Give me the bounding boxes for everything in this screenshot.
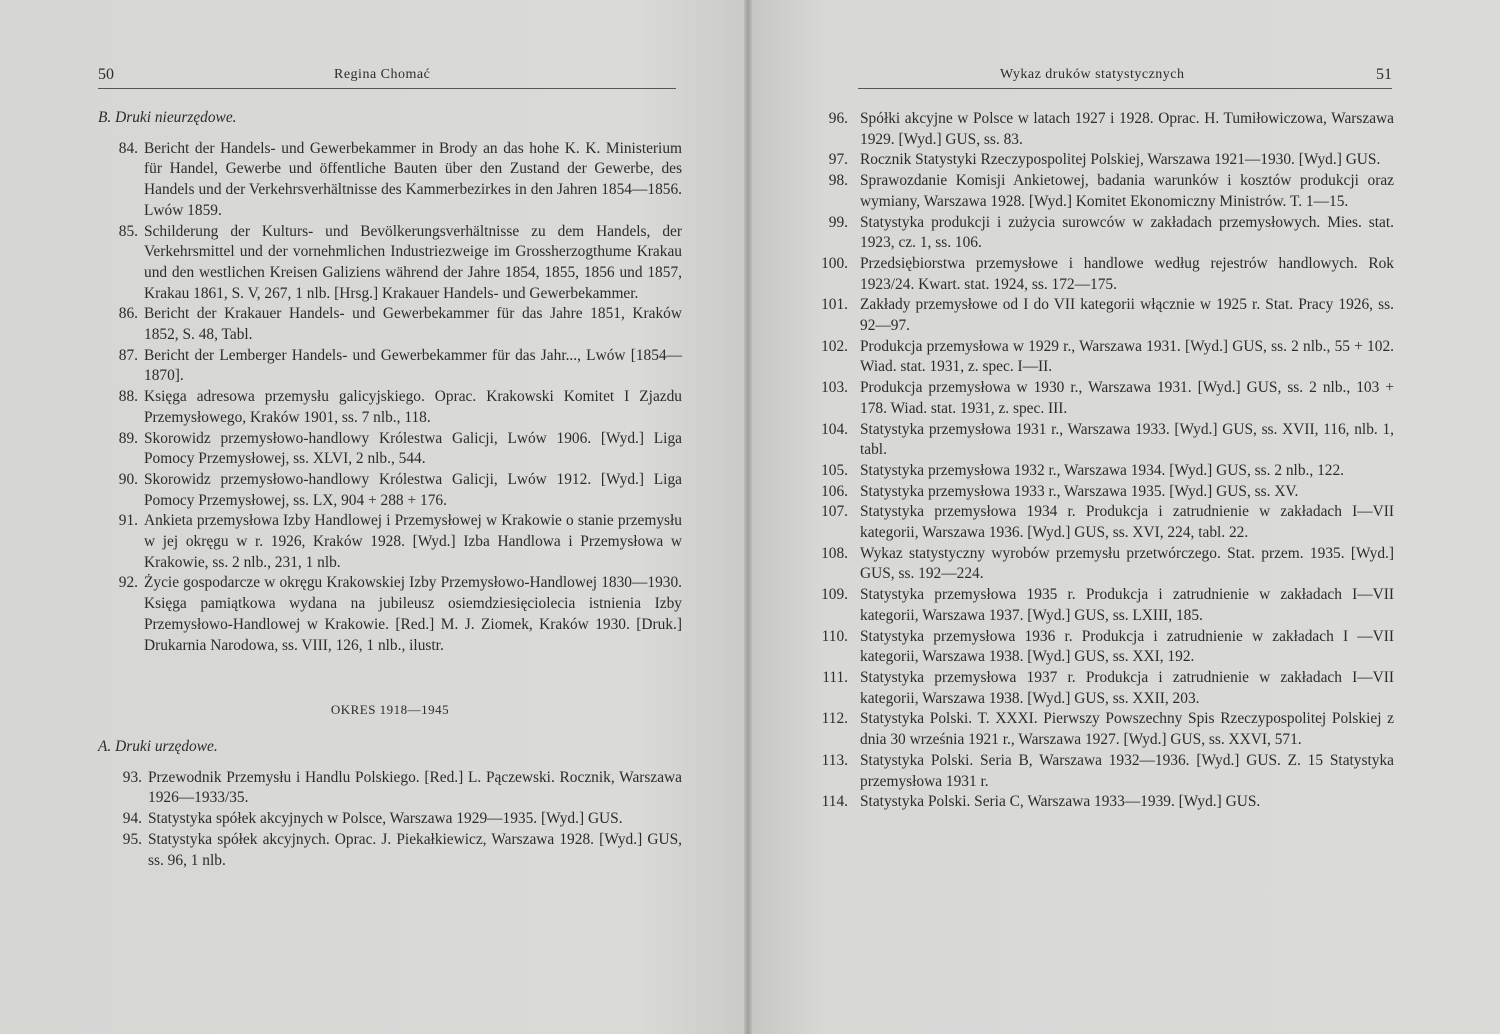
entry-text: Statystyka spółek akcyjnych. Oprac. J. Piekałkiewicz, Warszawa 1928. [Wyd.] GUS, ss. 96, 1 nlb. — [148, 830, 682, 869]
bibliography-entry — [812, 502, 1394, 543]
entry-number: 97. — [828, 151, 848, 169]
entry-text: Spółki akcyjne w Polsce w latach 1927 i 1928. Oprac. H. Tumiłowiczowa, Warszawa 1929. [Wyd.] GUS, ss. 83. — [860, 110, 1394, 148]
entry-text: Schilderung der Kulturs- und Bevölkerungsverhältnisse zu dem Handels, der Verkehrsmittel und der vornehmlichen Industriezweige im Grossherzogthume Krakau und den westlichen Kreisen Galiziens während der Jahre 1854, 1855, 1856 und 1857, Krakau 1861, S. V, 267, 1 nlb. [Hrsg.] Krakauer Handels- und Gewerbekammer. — [144, 222, 682, 302]
bibliography-entry — [812, 544, 1394, 585]
period-heading: OKRES 1918—1945 — [330, 702, 450, 718]
entry-text: Zakłady przemysłowe od I do VII kategorii włącznie w 1925 r. Stat. Pracy 1926, ss. 92—97. — [860, 296, 1394, 335]
bibliography-entry — [812, 337, 1394, 378]
entry-number: 98. — [828, 172, 848, 190]
bibliography-entry — [98, 346, 682, 387]
entry-text: Rocznik Statystyki Rzeczypospolitej Polskiej, Warszawa 1921—1930. [Wyd.] GUS. — [860, 151, 1381, 169]
bibliography-entry — [812, 213, 1394, 254]
entry-text: Statystyka przemysłowa 1933 r., Warszawa 1935. [Wyd.] GUS, ss. XV. — [860, 482, 1299, 500]
running-title-left: Regina Chomać — [334, 67, 431, 82]
entry-number: 93. — [122, 768, 142, 786]
entry-number: 104. — [821, 420, 848, 438]
entry-text: Bericht der Lemberger Handels- und Gewerbekammer für das Jahr..., Lwów [1854—1870]. — [144, 346, 682, 385]
bibliography-entry — [812, 461, 1394, 482]
bibliography-entry — [102, 830, 682, 871]
entry-number: 111. — [822, 668, 848, 686]
entry-number: 107. — [821, 503, 848, 521]
entry-number: 88. — [118, 388, 138, 406]
left-page-content — [98, 108, 682, 871]
entry-number: 112. — [821, 710, 848, 728]
entry-text: Statystyka przemysłowa 1931 r., Warszawa 1933. [Wyd.] GUS, ss. XVII, 116, nlb. 1, tabl. — [860, 420, 1394, 459]
bibliography-entry — [98, 573, 682, 656]
entry-number: 96. — [828, 110, 848, 127]
entry-text: Statystyka produkcji i zużycia surowców w zakładach przemysłowych. Mies. stat. 1923, cz. 1, ss. 106. — [860, 213, 1394, 252]
entry-number: 102. — [821, 337, 848, 355]
right-page-content — [812, 109, 1394, 813]
running-head-left — [98, 66, 676, 89]
entry-text: Produkcja przemysłowa w 1930 r., Warszawa 1931. [Wyd.] GUS, ss. 2 nlb., 103 + 178. Wiad. stat. 1931, z. spec. III. — [860, 379, 1394, 417]
entry-text: Statystyka Polski. T. XXXI. Pierwszy Powszechny Spis Rzeczypospolitej Polskiej z dnia 30 września 1921 r., Warszawa 1927. [Wyd.] GUS, ss. XXVI, 571. — [860, 710, 1394, 749]
running-title-right: Wykaz druków statystycznych — [1000, 67, 1185, 82]
entry-number: 110. — [821, 627, 848, 645]
page-number-right: 51 — [1376, 66, 1392, 83]
entry-list-right — [812, 109, 1394, 813]
bibliography-entry — [812, 751, 1394, 792]
entry-text: Księga adresowa przemysłu galicyjskiego. Oprac. Krakowski Komitet I Zjazdu Przemysłowego, Kraków 1901, ss. 7 nlb., 118. — [144, 388, 682, 426]
entry-text: Statystyka spółek akcyjnych w Polsce, Warszawa 1929—1935. [Wyd.] GUS. — [148, 810, 623, 828]
bibliography-entry — [98, 429, 682, 470]
bibliography-entry — [98, 222, 682, 305]
entry-text: Przedsiębiorstwa przemysłowe i handlowe według rejestrów handlowych. Rok 1923/24. Kwart. stat. 1924, ss. 172—175. — [860, 254, 1394, 293]
entry-text: Statystyka przemysłowa 1934 r. Produkcja i zatrudnienie w zakładach I—VII kategorii, Warszawa 1936. [Wyd.] GUS, ss. XVI, 224, tabl. 22. — [860, 503, 1394, 542]
bibliography-entry — [98, 470, 682, 511]
bibliography-entry — [98, 511, 682, 573]
entry-number: 90. — [118, 470, 138, 488]
entry-text: Bericht der Handels- und Gewerbekammer in Brody an das hohe K. K. Ministerium für Handel, Gewerbe und öffentliche Bauten über den Zustand der Gewerbe, des Handels und der Verkehrsverhältnisse des Kammerbezirkes in den Jahren 1854—1856. Lwów 1859. — [144, 139, 682, 219]
entry-number: 106. — [821, 482, 848, 500]
bibliography-entry — [102, 809, 682, 830]
entry-number: 87. — [118, 346, 138, 364]
entry-text: Skorowidz przemysłowo-handlowy Królestwa Galicji, Lwów 1906. [Wyd.] Liga Pomocy Przemysłowej, ss. XLVI, 2 nlb., 544. — [144, 429, 682, 468]
entry-text: Produkcja przemysłowa w 1929 r., Warszawa 1931. [Wyd.] GUS, ss. 2 nlb., 55 + 102. Wiad. stat. 1931, z. spec. I—II. — [860, 337, 1394, 376]
entry-number: 101. — [821, 296, 848, 314]
entry-text: Statystyka Polski. Seria B, Warszawa 1932—1936. [Wyd.] GUS. Z. 15 Statystyka przemysłowa 1931 r. — [860, 751, 1394, 790]
entry-list-b — [98, 139, 682, 657]
entry-text: Życie gospodarcze w okręgu Krakowskiej Izby Przemysłowo-Handlowej 1830—1930. Księga pamiątkowa wydana na jubileusz osiemdziesięciolecia istnienia Izby Przemysłowo-Handlowej w Krakowie. [Red.] M. J. Ziomek, Kraków 1930. [Druk.] Drukarnia Narodowa, ss. VIII, 126, 1 nlb., ilustr. — [144, 574, 682, 654]
entry-number: 95. — [122, 830, 142, 848]
bibliography-entry — [812, 378, 1394, 419]
entry-number: 109. — [821, 586, 848, 604]
entry-text: Ankieta przemysłowa Izby Handlowej i Przemysłowej w Krakowie o stanie przemysłu w jej okręgu w r. 1926, Kraków 1928. [Wyd.] Izba Handlowa i Przemysłowa w Krakowie, ss. 2 nlb., 231, 1 nlb. — [144, 512, 682, 571]
entry-number: 105. — [821, 461, 848, 479]
entry-list-a — [98, 768, 682, 872]
bibliography-entry — [98, 139, 682, 222]
bibliography-entry — [812, 171, 1394, 212]
entry-number: 100. — [821, 254, 848, 272]
section-heading-a: A. Druki urzędowe. — [98, 737, 218, 755]
bibliography-entry — [812, 150, 1394, 171]
bibliography-entry — [98, 387, 682, 428]
bibliography-entry — [98, 304, 682, 345]
entry-text: Bericht der Krakauer Handels- und Gewerbekammer für das Jahre 1851, Kraków 1852, S. 48, Tabl. — [144, 305, 682, 344]
entry-text: Sprawozdanie Komisji Ankietowej, badania warunków i kosztów produkcji oraz wymiany, Warszawa 1928. [Wyd.] Komitet Ekonomiczny Ministrów. T. 1—15. — [860, 172, 1394, 210]
entry-text: Statystyka przemysłowa 1932 r., Warszawa 1934. [Wyd.] GUS, ss. 2 nlb., 122. — [860, 461, 1344, 479]
entry-number: 114. — [821, 793, 848, 811]
section-heading-b: B. Druki nieurzędowe. — [98, 109, 237, 126]
entry-number: 103. — [821, 379, 848, 397]
entry-text: Statystyka przemysłowa 1935 r. Produkcja i zatrudnienie w zakładach I—VII kategorii, Warszawa 1937. [Wyd.] GUS, ss. LXIII, 185. — [860, 586, 1394, 624]
entry-number: 91. — [118, 512, 138, 530]
bibliography-entry — [812, 482, 1394, 503]
right-page — [750, 0, 1500, 1034]
entry-text: Wykaz statystyczny wyrobów przemysłu przetwórczego. Stat. przem. 1935. [Wyd.] GUS, ss. 192—224. — [860, 544, 1394, 583]
bibliography-entry — [812, 709, 1394, 750]
entry-number: 108. — [821, 544, 848, 562]
entry-number: 89. — [118, 429, 138, 447]
bibliography-entry — [812, 585, 1394, 626]
entry-text: Statystyka przemysłowa 1937 r. Produkcja i zatrudnienie w zakładach I—VII kategorii, Warszawa 1938. [Wyd.] GUS, ss. XXII, 203. — [860, 668, 1394, 707]
entry-text: Statystyka przemysłowa 1936 r. Produkcja i zatrudnienie w zakładach I —VII kategorii, Warszawa 1938. [Wyd.] GUS, ss. XXI, 192. — [860, 627, 1394, 666]
entry-number: 94. — [122, 810, 142, 828]
bibliography-entry — [812, 109, 1394, 150]
entry-text: Statystyka Polski. Seria C, Warszawa 1933—1939. [Wyd.] GUS. — [860, 793, 1261, 811]
running-head-right — [858, 66, 1392, 89]
bibliography-entry — [102, 768, 682, 809]
entry-text: Przewodnik Przemysłu i Handlu Polskiego. [Red.] L. Pączewski. Rocznik, Warszawa 1926—1933/35. — [148, 768, 682, 807]
bibliography-entry — [812, 792, 1394, 813]
bibliography-entry — [812, 668, 1394, 709]
entry-number: 113. — [821, 751, 848, 769]
entry-text: Skorowidz przemysłowo-handlowy Królestwa Galicji, Lwów 1912. [Wyd.] Liga Pomocy Przemysłowej, ss. LX, 904 + 288 + 176. — [144, 470, 682, 509]
bibliography-entry — [812, 254, 1394, 295]
book-gutter — [744, 0, 752, 1034]
entry-number: 86. — [118, 305, 138, 323]
bibliography-entry — [812, 627, 1394, 668]
bibliography-entry — [812, 420, 1394, 461]
entry-number: 84. — [118, 139, 138, 157]
bibliography-entry — [812, 295, 1394, 336]
page-number-left: 50 — [98, 66, 114, 83]
entry-number: 85. — [118, 222, 138, 240]
entry-number: 99. — [828, 213, 848, 231]
entry-number: 92. — [118, 574, 138, 592]
